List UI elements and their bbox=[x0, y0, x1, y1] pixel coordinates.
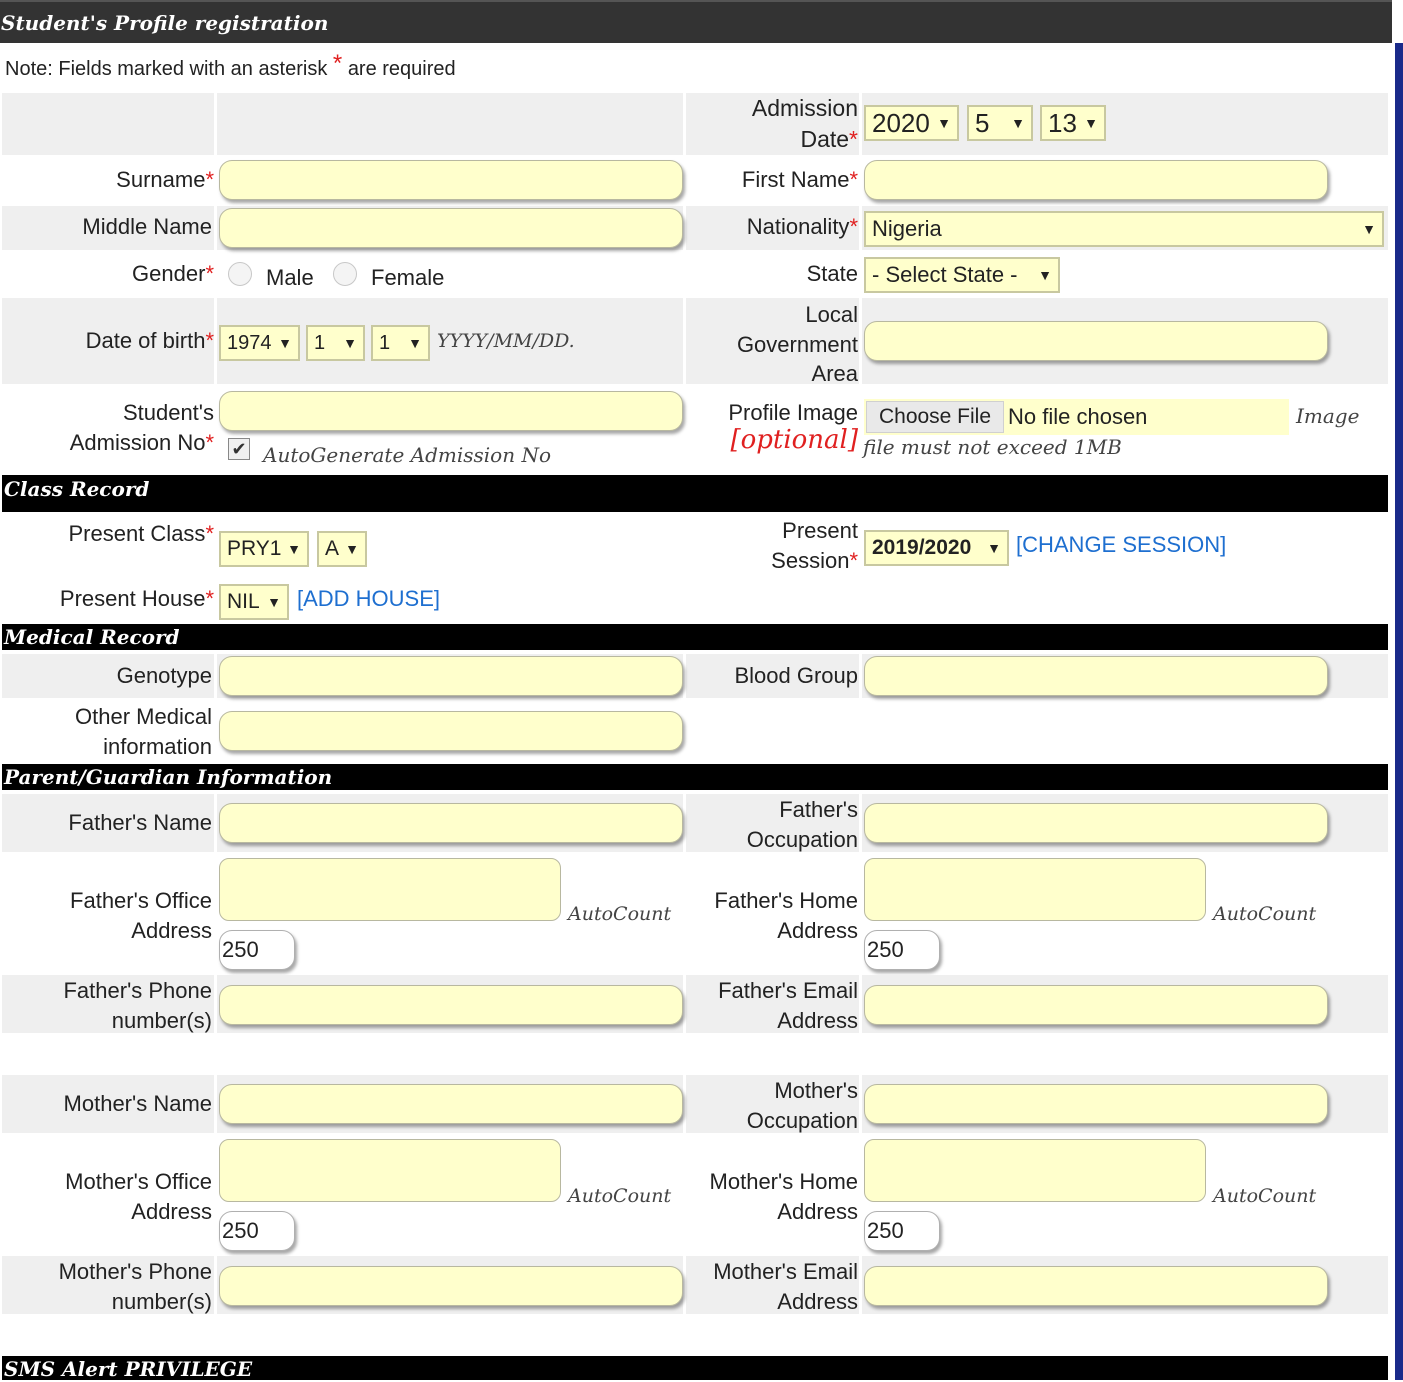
image-size-note-1: Image bbox=[1296, 404, 1360, 428]
present-class-label: Present Class* bbox=[68, 521, 214, 546]
empty-cell bbox=[2, 93, 214, 155]
page-title: Student's Profile registration bbox=[0, 0, 1392, 43]
other-medical-label: Other Medical information bbox=[75, 704, 212, 759]
autocount-label: AutoCount bbox=[1213, 1185, 1317, 1207]
blood-group-input[interactable] bbox=[864, 656, 1328, 696]
dob-day-select[interactable]: 1 ▼ bbox=[371, 325, 430, 361]
first-name-label: First Name* bbox=[741, 167, 858, 192]
genotype-label: Genotype bbox=[116, 663, 212, 688]
scrollbar[interactable] bbox=[1392, 0, 1403, 1380]
surname-input[interactable] bbox=[219, 160, 683, 200]
autogenerate-label: AutoGenerate Admission No bbox=[263, 443, 551, 467]
mothers-name-label: Mother's Name bbox=[63, 1091, 212, 1116]
present-session-label: Present Session* bbox=[771, 518, 858, 573]
present-house-select[interactable]: NIL ▼ bbox=[219, 584, 289, 620]
mothers-phone-label: Mother's Phone number(s) bbox=[58, 1259, 212, 1314]
fathers-office-label: Father's Office Address bbox=[70, 888, 212, 943]
autocount-label: AutoCount bbox=[568, 903, 672, 925]
dob-label: Date of birth* bbox=[85, 328, 214, 353]
fathers-home-counter: 250 bbox=[864, 930, 940, 970]
fathers-phone-input[interactable] bbox=[219, 985, 683, 1025]
present-session-select[interactable]: 2019/2020 ▼ bbox=[864, 530, 1009, 566]
mothers-occupation-input[interactable] bbox=[864, 1084, 1328, 1124]
admission-date-label: Admission Date* bbox=[751, 95, 858, 153]
sms-alert-heading: SMS Alert PRIVILEGE bbox=[2, 1356, 1388, 1380]
fathers-occupation-label: Father's Occupation bbox=[746, 797, 858, 852]
mothers-phone-input[interactable] bbox=[219, 1266, 683, 1306]
autocount-label: AutoCount bbox=[568, 1185, 672, 1207]
mothers-home-label: Mother's Home Address bbox=[709, 1169, 858, 1224]
dob-year-select[interactable]: 1974 ▼ bbox=[219, 325, 300, 361]
dob-month-select[interactable]: 1 ▼ bbox=[306, 325, 365, 361]
fathers-office-textarea[interactable] bbox=[219, 858, 561, 921]
empty-cell bbox=[217, 93, 683, 155]
surname-label: Surname* bbox=[116, 167, 214, 192]
nationality-label: Nationality* bbox=[746, 214, 858, 239]
image-size-note-2: file must not exceed 1MB bbox=[863, 435, 1122, 459]
admission-no-label: Student's Admission No* bbox=[69, 400, 214, 455]
profile-image-label: Profile Image bbox=[728, 400, 858, 425]
mothers-office-counter: 250 bbox=[219, 1211, 295, 1251]
fathers-home-label: Father's Home Address bbox=[714, 888, 858, 943]
present-house-label: Present House* bbox=[59, 586, 214, 611]
gender-female-radio[interactable] bbox=[333, 262, 357, 286]
mothers-home-counter: 250 bbox=[864, 1211, 940, 1251]
state-label: State bbox=[806, 261, 858, 286]
middle-name-label: Middle Name bbox=[82, 214, 212, 239]
lga-input[interactable] bbox=[864, 321, 1328, 361]
class-arm-select[interactable]: A ▼ bbox=[317, 531, 367, 567]
gender-female-label: Female bbox=[371, 265, 445, 290]
mothers-home-textarea[interactable] bbox=[864, 1139, 1206, 1202]
lga-label: Local Government Area bbox=[736, 302, 858, 387]
genotype-input[interactable] bbox=[219, 656, 683, 696]
mothers-name-input[interactable] bbox=[219, 1084, 683, 1124]
mothers-office-label: Mother's Office Address bbox=[65, 1169, 212, 1224]
admission-no-input[interactable] bbox=[219, 391, 683, 431]
blood-group-label: Blood Group bbox=[734, 663, 858, 688]
class-record-heading: Class Record bbox=[2, 475, 1388, 512]
fathers-office-counter: 250 bbox=[219, 930, 295, 970]
no-file-text: No file chosen bbox=[1008, 404, 1148, 429]
autocount-label: AutoCount bbox=[1213, 903, 1317, 925]
parent-info-heading: Parent/Guardian Information bbox=[2, 764, 1388, 790]
fathers-email-label: Father's Email Address bbox=[718, 978, 858, 1033]
dob-format-hint: YYYY/MM/DD. bbox=[437, 330, 575, 352]
change-session-link[interactable]: [CHANGE SESSION] bbox=[1016, 532, 1227, 557]
middle-name-input[interactable] bbox=[219, 208, 683, 248]
mothers-email-input[interactable] bbox=[864, 1266, 1328, 1306]
fathers-phone-label: Father's Phone number(s) bbox=[63, 978, 212, 1033]
fathers-email-input[interactable] bbox=[864, 985, 1328, 1025]
medical-record-heading: Medical Record bbox=[2, 624, 1388, 650]
mothers-office-textarea[interactable] bbox=[219, 1139, 561, 1202]
fathers-occupation-input[interactable] bbox=[864, 803, 1328, 843]
mothers-email-label: Mother's Email Address bbox=[713, 1259, 858, 1314]
admission-year-select[interactable]: 2020 ▼ bbox=[864, 105, 959, 141]
autogenerate-checkbox[interactable]: ✔ bbox=[228, 438, 250, 460]
fathers-home-textarea[interactable] bbox=[864, 858, 1206, 921]
admission-month-select[interactable]: 5 ▼ bbox=[967, 105, 1033, 141]
optional-label: [optional] bbox=[730, 425, 858, 455]
fathers-name-label: Father's Name bbox=[68, 810, 212, 835]
state-select[interactable]: - Select State - ▼ bbox=[864, 257, 1060, 293]
fathers-name-input[interactable] bbox=[219, 803, 683, 843]
required-note: Note: Fields marked with an asterisk * are required bbox=[5, 50, 456, 80]
mothers-occupation-label: Mother's Occupation bbox=[746, 1078, 858, 1133]
first-name-input[interactable] bbox=[864, 160, 1328, 200]
gender-male-radio[interactable] bbox=[228, 262, 252, 286]
gender-label: Gender* bbox=[132, 261, 214, 286]
present-class-select[interactable]: PRY1 ▼ bbox=[219, 531, 309, 567]
choose-file-button[interactable]: Choose File bbox=[866, 401, 1004, 433]
add-house-link[interactable]: [ADD HOUSE] bbox=[297, 586, 441, 611]
gender-male-label: Male bbox=[266, 265, 314, 290]
other-medical-input[interactable] bbox=[219, 711, 683, 751]
admission-day-select[interactable]: 13 ▼ bbox=[1040, 105, 1106, 141]
nationality-select[interactable]: Nigeria ▼ bbox=[864, 211, 1384, 247]
